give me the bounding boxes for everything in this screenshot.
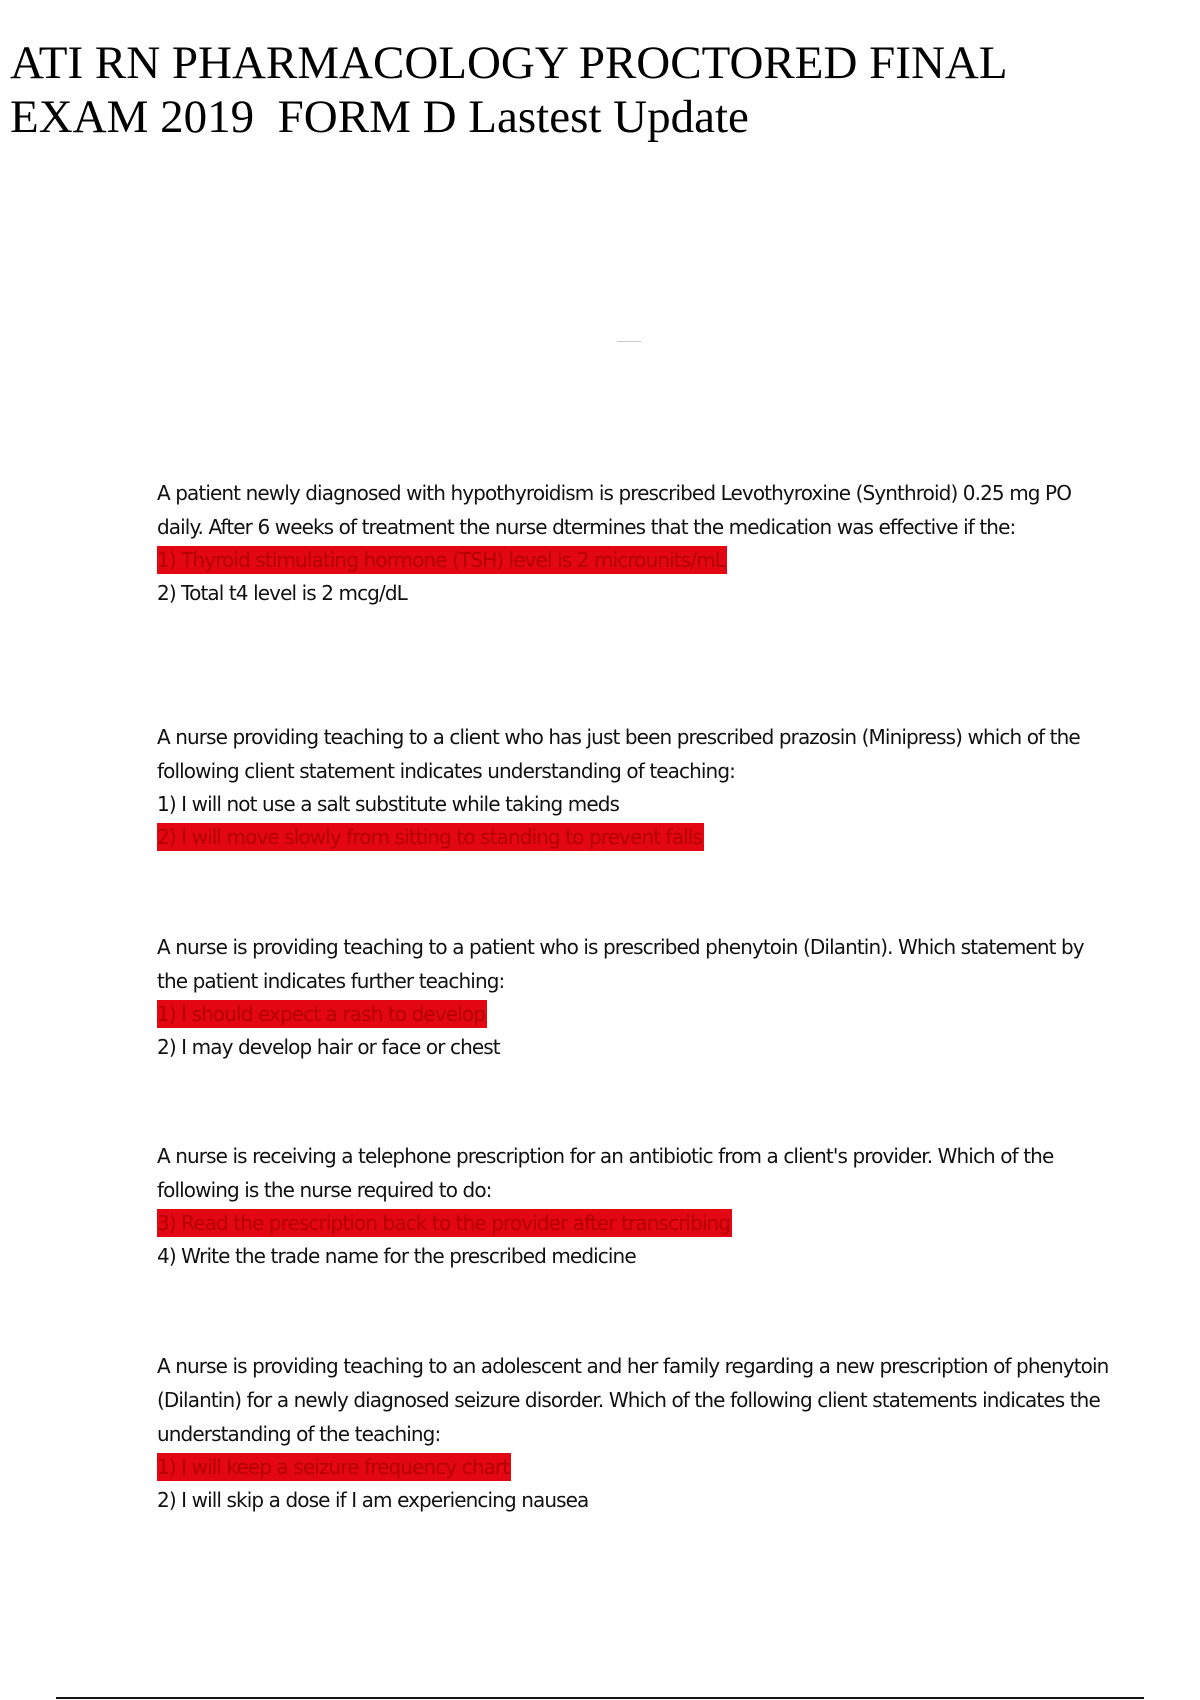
option-text: 2) I will move slowly from sitting to standing to prevent falls bbox=[157, 825, 702, 849]
option-text: 1) Thyroid stimulating hormone (TSH) level is 2 microunits/mL bbox=[157, 548, 725, 572]
question-stem: A nurse is providing teaching to an adolescent and her family regarding a new prescription of phenytoin (Dilantin) for a newly diagnosed seizure disorder. Which of the following client statements indicates the understanding of the teaching: bbox=[157, 1354, 1109, 1446]
title-line-1: ATI RN PHARMACOLOGY PROCTORED FINAL bbox=[10, 37, 1008, 89]
question-3 bbox=[157, 930, 1117, 1064]
answer-option bbox=[157, 1240, 1117, 1273]
option-text: 1) I will not use a salt substitute while taking meds bbox=[157, 792, 620, 816]
answer-option-highlighted bbox=[157, 1207, 1117, 1240]
option-text: 4) Write the trade name for the prescribed medicine bbox=[157, 1244, 636, 1268]
question-stem: A patient newly diagnosed with hypothyroidism is prescribed Levothyroxine (Synthroid) 0.25 mg PO daily. After 6 weeks of treatment the nurse dtermines that the medication was effective if the: bbox=[157, 481, 1072, 539]
answer-option-highlighted bbox=[157, 1451, 1117, 1484]
answer-option-highlighted bbox=[157, 821, 1117, 854]
question-5 bbox=[157, 1349, 1117, 1517]
answer-option bbox=[157, 577, 1117, 610]
option-text: 1) I will keep a seizure frequency chart bbox=[157, 1455, 510, 1479]
answer-option bbox=[157, 1484, 1117, 1517]
answer-option bbox=[157, 1031, 1117, 1064]
answer-option-highlighted bbox=[157, 998, 1117, 1031]
question-4 bbox=[157, 1139, 1117, 1273]
option-text: 2) I will skip a dose if I am experiencing nausea bbox=[157, 1488, 589, 1512]
question-stem: A nurse is providing teaching to a patient who is prescribed phenytoin (Dilantin). Which statement by the patient indicates further teaching: bbox=[157, 935, 1084, 993]
option-text: 2) Total t4 level is 2 mcg/dL bbox=[157, 581, 407, 605]
answer-option-highlighted bbox=[157, 544, 1117, 577]
document-title bbox=[10, 36, 1160, 144]
answer-option bbox=[157, 788, 1117, 821]
option-text: 3) Read the prescription back to the provider after transcribing bbox=[157, 1211, 731, 1235]
option-text: 2) I may develop hair or face or chest bbox=[157, 1035, 500, 1059]
footer-rule bbox=[56, 1697, 1144, 1699]
title-line-2: EXAM 2019 FORM D Lastest Update bbox=[10, 91, 749, 143]
question-2 bbox=[157, 720, 1117, 854]
question-stem: A nurse is receiving a telephone prescription for an antibiotic from a client's provider. Which of the following is the nurse required to do: bbox=[157, 1144, 1054, 1202]
question-1 bbox=[157, 476, 1117, 610]
page-divider-dash bbox=[617, 341, 641, 342]
option-text: 1) I should expect a rash to develop bbox=[157, 1002, 485, 1026]
question-stem: A nurse providing teaching to a client who has just been prescribed prazosin (Minipress) which of the following client statement indicates understanding of teaching: bbox=[157, 725, 1080, 783]
